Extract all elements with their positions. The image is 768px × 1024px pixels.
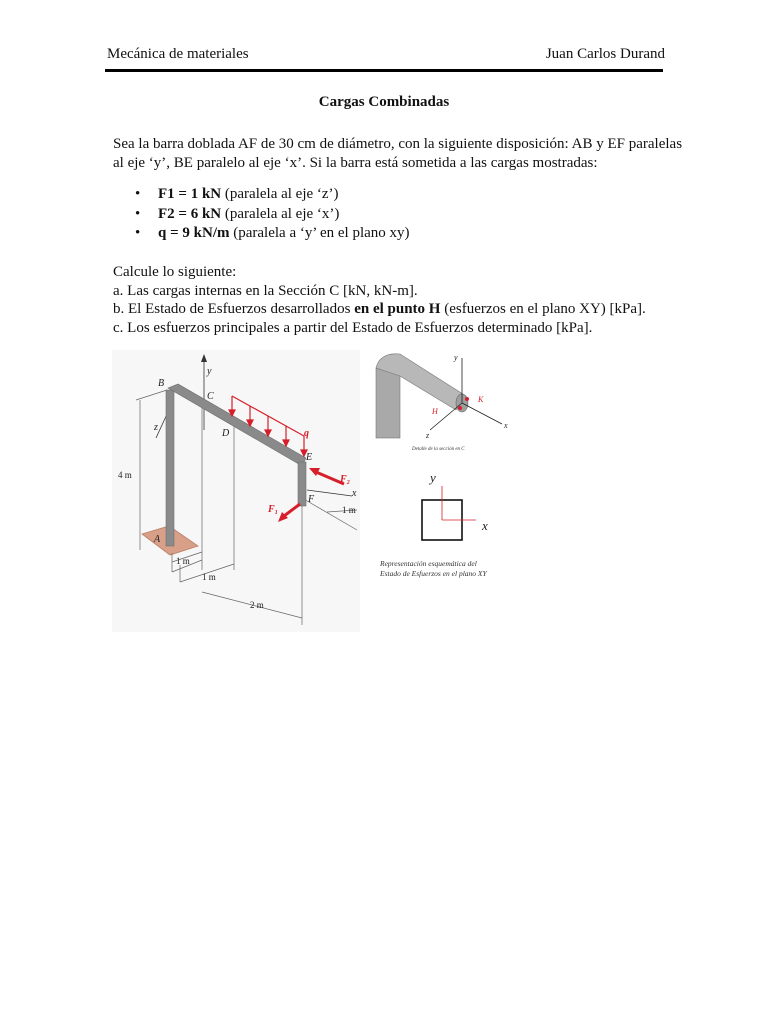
load-desc: (paralela al eje ‘z’) (221, 186, 339, 202)
dim-1m-a: 1 m (176, 556, 190, 566)
y-axis-arrow (201, 354, 207, 362)
question-b-bold: en el punto H (354, 301, 441, 317)
pipe-vertical (376, 368, 400, 438)
questions-block (113, 263, 703, 337)
question-b-post: (esfuerzos en el plano XY) [kPa]. (440, 301, 646, 317)
point-k (465, 397, 469, 401)
header-author: Juan Carlos Durand (545, 46, 665, 62)
header-rule (105, 69, 663, 72)
question-b-pre: b. El Estado de Esfuerzos desarrollados (113, 301, 355, 317)
stress-state-diagram (378, 466, 528, 586)
load-value: F2 = 6 kN (158, 205, 222, 222)
page-title: Cargas Combinadas (318, 94, 450, 110)
question-b (113, 300, 703, 319)
loads-list (113, 185, 410, 244)
section-detail-diagram (372, 348, 512, 458)
header-course: Mecánica de materiales (107, 46, 249, 62)
question-c: c. Los esfuerzos principales a partir del Estado de Esfuerzos determinado [kPa]. (113, 319, 593, 336)
detail-x-axis (462, 403, 502, 424)
detail-label-y: y (454, 353, 458, 362)
section-detail-figure (372, 348, 512, 458)
question-a: a. Las cargas internas en la Sección C [kN, kN-m]. (113, 282, 418, 299)
label-y-axis: y (207, 366, 212, 377)
detail-caption: Detalle de la sección en C (412, 447, 465, 452)
load-item-f2 (158, 205, 410, 225)
dim-1m-ef: 1 m (342, 505, 356, 515)
detail-label-x: x (504, 421, 508, 430)
label-a: A (154, 534, 161, 545)
stress-label-x: x (482, 518, 488, 533)
label-b: B (158, 378, 165, 389)
load-item-f1 (158, 185, 410, 205)
dim-1m-b: 1 m (202, 572, 216, 582)
stress-caption-2: Estado de Esfuerzos en el plano XY (380, 569, 487, 578)
force-f1-arrow (278, 504, 300, 522)
label-c: C (207, 391, 214, 402)
label-z-axis: z (154, 422, 158, 433)
column-ef (298, 462, 306, 506)
label-f1: F₁ (268, 504, 279, 515)
label-x-axis: x (352, 488, 357, 499)
label-f2: F₂ (340, 474, 351, 485)
label-f: F (308, 494, 315, 505)
questions-intro: Calcule lo siguiente: (113, 264, 237, 280)
load-value: F1 = 1 kN (158, 186, 222, 202)
label-e: E (306, 452, 313, 463)
column-ab (166, 390, 174, 546)
stress-state-figure (378, 466, 528, 586)
intro-paragraph (113, 135, 693, 172)
detail-label-z: z (426, 431, 430, 440)
structure-figure (112, 350, 360, 632)
stress-caption-1: Representación esquemática del (380, 559, 477, 568)
label-q: q (304, 428, 309, 439)
load-desc: (paralela al eje ‘x’) (221, 205, 340, 222)
dim-4m: 4 m (118, 470, 132, 480)
load-desc: (paralela a ‘y’ en el plano xy) (229, 225, 410, 241)
detail-label-k: K (478, 395, 484, 404)
point-h (458, 406, 462, 410)
label-d: D (222, 428, 230, 439)
load-value: q = 9 kN/m (158, 225, 230, 241)
stress-label-y: y (430, 470, 436, 485)
detail-label-h: H (432, 407, 438, 416)
dim-2m: 2 m (250, 600, 264, 610)
load-item-q (158, 224, 410, 244)
force-f2-arrow (309, 468, 344, 484)
structure-diagram (112, 350, 360, 632)
intro-line-1: Sea la barra doblada AF de 30 cm de diámetro, con la siguiente disposición: AB y EF paralelas (113, 136, 683, 152)
intro-line-2: al eje ‘y’, BE paralelo al eje ‘x’. Si la barra está sometida a las cargas mostradas: (113, 154, 598, 171)
